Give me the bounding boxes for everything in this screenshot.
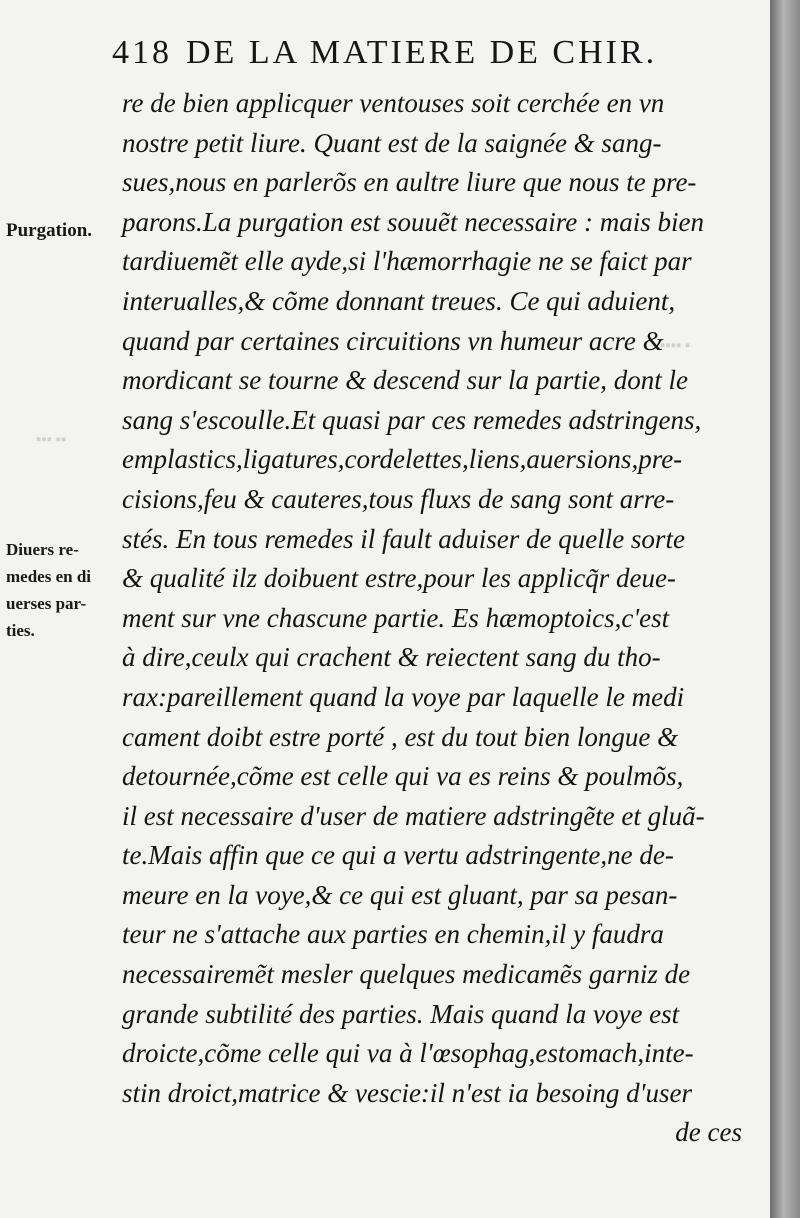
page-edge-shadow <box>770 0 800 1218</box>
margin-note-line: medes en di <box>6 567 91 586</box>
text-line: à dire,ceulx qui crachent & reiectent sang du tho- <box>122 642 661 673</box>
text-line: te.Mais affin que ce qui a vertu adstringente,ne de- <box>122 840 674 871</box>
text-line: ment sur vne chascune partie. Es hæmoptoics,c'est <box>122 602 670 633</box>
text-line: droicte,cõme celle qui va à l'œsophag,estomach,inte- <box>122 1038 694 1069</box>
text-line: interualles,& cõme donnant treues. Ce qui aduient, <box>122 285 676 316</box>
margin-note-purgation: Purgation. <box>6 220 93 241</box>
text-line: teur ne s'attache aux parties en chemin,il y faudra <box>122 919 664 950</box>
text-line: quand par certaines circuitions vn humeur acre & <box>122 325 664 356</box>
text-line: stin droict,matrice & vescie:il n'est ia besoing d'user <box>122 1077 692 1108</box>
text-line: mordicant se tourne & descend sur la partie, dont le <box>122 365 688 396</box>
margin-note-diuers-remedes <box>6 536 91 644</box>
text-line: re de bien applicquer ventouses soit cerchée en vn <box>122 88 665 118</box>
margin-note-line: Diuers re- <box>6 540 79 559</box>
text-line: il est necessaire d'user de matiere adstringẽte et gluã- <box>122 800 705 831</box>
body-text <box>122 84 742 1153</box>
text-line: meure en la voye,& ce qui est gluant, par sa pesan- <box>122 879 678 910</box>
text-line: sues,nous en parlerõs en aultre liure que nous te pre- <box>122 167 697 198</box>
text-line: detournée,cõme est celle qui va es reins & poulmõs, <box>122 761 684 792</box>
running-head <box>112 34 732 82</box>
text-line: grande subtilité des parties. Mais quand la voye est <box>122 998 680 1029</box>
running-title: DE LA MATIERE DE CHIR. <box>186 34 658 71</box>
text-line: rax:pareillement quand la voye par laquelle le medi <box>122 681 685 712</box>
catchword-line: de ces <box>675 1117 742 1148</box>
text-line: stés. En tous remedes il fault aduiser de quelle sorte <box>122 523 685 554</box>
margin-note-line: ties. <box>6 621 35 640</box>
show-through-left-1: ▪▪▪ ▪▪ <box>36 432 67 448</box>
page-number: 418 <box>112 34 172 71</box>
text-line: nostre petit liure. Quant est de la saignée & sang- <box>122 127 662 158</box>
text-line: emplastics,ligatures,cordelettes,liens,auersions,pre- <box>122 444 683 475</box>
text-line: cament doibt estre porté , est du tout bien longue & <box>122 721 679 752</box>
text-line: & qualité ilz doibuent estre,pour les applicq̃r deue- <box>122 563 676 594</box>
text-line: parons.La purgation est souuẽt necessaire : mais bien <box>122 206 704 237</box>
show-through-right-1: ▪▪▪▪ ▪ <box>660 338 691 354</box>
margin-note-line: uerses par- <box>6 594 87 613</box>
text-line: cisions,feu & cauteres,tous fluxs de sang sont arre- <box>122 483 675 514</box>
text-line: tardiuemẽt elle ayde,si l'hæmorrhagie ne se faict par <box>122 246 692 277</box>
text-line: sang s'escoulle.Et quasi par ces remedes adstringens, <box>122 404 702 435</box>
text-line: necessairemẽt mesler quelques medicamẽs garniz de <box>122 959 691 990</box>
